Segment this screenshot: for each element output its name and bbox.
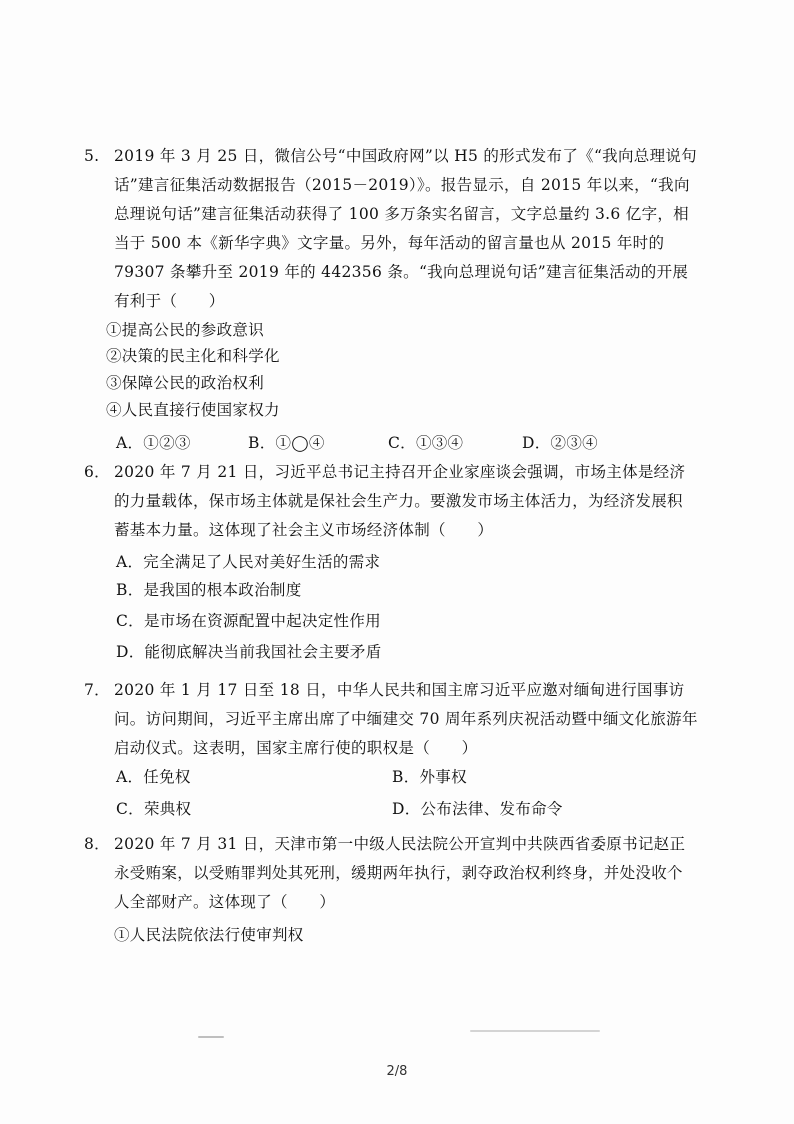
question-number: 8． xyxy=(84,835,110,853)
question-5 xyxy=(84,142,698,316)
question-6 xyxy=(84,458,698,545)
page-number: 2/8 xyxy=(386,1064,408,1079)
choice-d: D．公布法律、发布命令 xyxy=(392,800,563,818)
statement-1: ①提高公民的参政意识 xyxy=(106,321,265,339)
choice-c: C．荣典权 xyxy=(116,800,192,818)
question-8 xyxy=(84,830,698,917)
question-7 xyxy=(84,676,698,763)
question-number: 7． xyxy=(84,681,110,699)
choice-a: A．完全满足了人民对美好生活的需求 xyxy=(116,553,381,571)
choice-d: D．②③④ xyxy=(522,434,598,452)
choice-b: B．是我国的根本政治制度 xyxy=(116,581,302,599)
choice-d: D．能彻底解决当前我国社会主要矛盾 xyxy=(116,643,382,661)
choice-c: C．①③④ xyxy=(388,434,464,452)
choice-b: B．外事权 xyxy=(392,768,467,786)
scan-smudge xyxy=(198,1036,224,1038)
statement-3: ③保障公民的政治权利 xyxy=(106,374,265,392)
statement-2: ②决策的民主化和科学化 xyxy=(106,347,280,365)
choice-a: A．任免权 xyxy=(116,768,191,786)
question-stem: 2020 年 7 月 31 日，天津市第一中级人民法院公开宣判中共陕西省委原书记赵正永受贿案，以受贿罪判处其死刑，缓期两年执行，剥夺政治权利终身，并处没收个人全部财产。这体现了（ ） xyxy=(114,835,686,911)
choice-c: C．是市场在资源配置中起决定性作用 xyxy=(116,612,381,630)
question-number: 6． xyxy=(84,463,110,481)
question-stem: 2020 年 1 月 17 日至 18 日，中华人民共和国主席习近平应邀对缅甸进行国事访问。访问期间，习近平主席出席了中缅建交 70 周年系列庆祝活动暨中缅文化旅游年启动仪式。这表明，国家主席行使的职权是（ ） xyxy=(114,681,698,757)
question-stem: 2020 年 7 月 21 日，习近平总书记主持召开企业家座谈会强调，市场主体是经济的力量载体，保市场主体就是保社会生产力。要激发市场主体活力，为经济发展积蓄基本力量。这体现了社会主义市场经济体制（ ） xyxy=(114,463,686,539)
choice-b: B．①◯④ xyxy=(248,434,325,452)
choice-a: A．①②③ xyxy=(116,434,191,452)
scan-smudge xyxy=(470,1030,600,1032)
statement-4: ④人民直接行使国家权力 xyxy=(106,401,280,419)
question-stem: 2019 年 3 月 25 日，微信公号“中国政府网”以 H5 的形式发布了《“我向总理说句话”建言征集活动数据报告（2015－2019）》。报告显示，自 2015 年以来，“我向总理说句话”建言征集活动获得了 100 多万条实名留言，文字总量约 3.6 亿字，相当于 500 本《新华字典》文字量。另外，每年活动的留言量也从 2015 年时的 79307 条攀升至 2019 年的 442356 条。“我向总理说句话”建言征集活动的开展有利于（ ） xyxy=(114,147,697,310)
question-number: 5. xyxy=(84,147,100,165)
statement-1: ①人民法院依法行使审判权 xyxy=(114,926,304,944)
